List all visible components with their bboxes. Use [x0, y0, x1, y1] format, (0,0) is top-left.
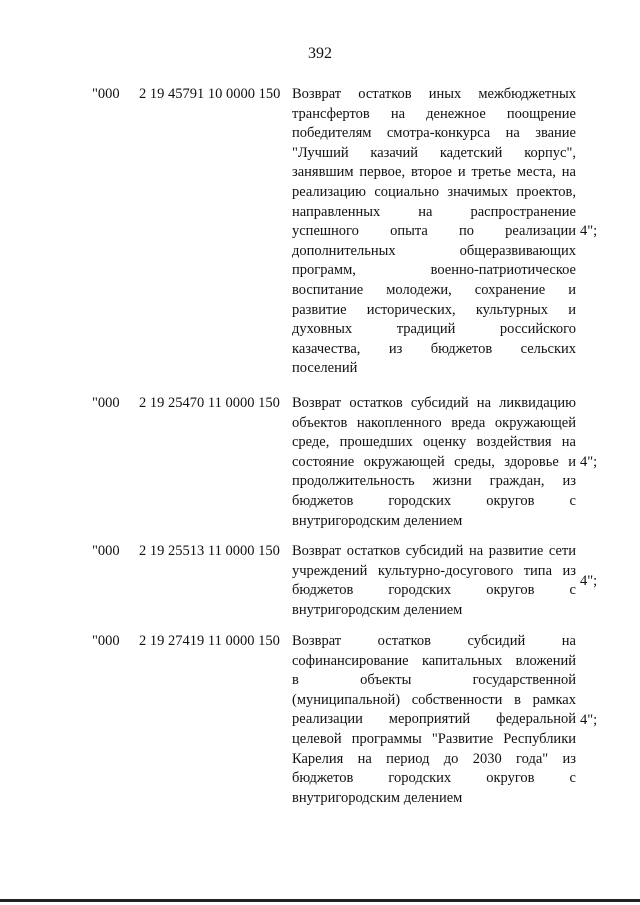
budget-code: 2 19 25513 11 0000 150 [139, 543, 280, 559]
row-prefix: "000 [92, 543, 120, 559]
description-line: бюджетов городских округов с [292, 770, 576, 787]
row-suffix: 4"; [580, 573, 598, 589]
description-line: софинансирование капитальных вложений [292, 652, 576, 669]
description-line: (муниципальной) собственности в рамках [292, 691, 576, 708]
description-line: продолжительность жизни граждан, из [292, 473, 576, 490]
row-prefix: "000 [92, 86, 120, 102]
description-line: Карелия на период до 2030 года" из [292, 750, 576, 767]
description-line: учреждений культурно-досугового типа из [292, 562, 576, 579]
row-suffix: 4"; [580, 223, 598, 239]
description-line: казачества, из бюджетов сельских [292, 340, 576, 357]
description-line: в объекты государственной [292, 672, 576, 689]
description-line: целевой программы "Развитие Республики [292, 730, 576, 747]
description-line: занявшим первое, второе и третье места, на [292, 164, 576, 181]
budget-code: 2 19 45791 10 0000 150 [139, 86, 281, 102]
description-line: развитие исторических, культурных и [292, 301, 576, 318]
page-bottom-edge [0, 899, 640, 902]
description-line: трансфертов на денежное поощрение [292, 105, 576, 122]
description-line: реализацию социально значимых проектов, [292, 183, 576, 200]
description-line: "Лучший казачий кадетский корпус", [292, 144, 576, 161]
description-line: внутригородским делением [292, 512, 463, 529]
description-line: направленных на распространение [292, 203, 576, 220]
row-description [292, 85, 576, 379]
description-line: внутригородским делением [292, 601, 463, 618]
description-line: внутригородским делением [292, 789, 463, 806]
description-line: успешного опыта по реализации [292, 223, 576, 240]
description-line: бюджетов городских округов с [292, 582, 576, 599]
description-line: Возврат остатков субсидий на ликвидацию [292, 395, 576, 411]
row-description [292, 632, 576, 808]
row-prefix: "000 [92, 395, 120, 411]
description-line: Возврат остатков иных межбюджетных [292, 86, 576, 102]
row-prefix: "000 [92, 633, 120, 649]
description-line: победителям смотра-конкурса на звание [292, 125, 576, 142]
description-line: поселений [292, 360, 358, 377]
budget-code: 2 19 25470 11 0000 150 [139, 395, 280, 411]
row-suffix: 4"; [580, 454, 598, 470]
description-line: дополнительных общеразвивающих [292, 242, 576, 259]
description-line: воспитание молодежи, сохранение и [292, 281, 576, 298]
row-suffix: 4"; [580, 712, 598, 728]
description-line: Возврат остатков субсидий на [292, 633, 576, 649]
description-line: среде, прошедших оценку воздействия на [292, 434, 576, 451]
description-line: программ, военно-патриотическое [292, 262, 576, 279]
description-line: духовных традиций российского [292, 321, 576, 338]
page-number: 392 [308, 45, 332, 62]
row-description [292, 394, 576, 531]
description-line: бюджетов городских округов с [292, 492, 576, 509]
description-line: объектов накопленного вреда окружающей [292, 414, 576, 431]
budget-code: 2 19 27419 11 0000 150 [139, 633, 280, 649]
description-line: Возврат остатков субсидий на развитие сети [292, 543, 576, 559]
row-description [292, 542, 576, 620]
description-line: состояние окружающей среды, здоровье и [292, 453, 576, 470]
description-line: реализации мероприятий федеральной [292, 711, 576, 728]
